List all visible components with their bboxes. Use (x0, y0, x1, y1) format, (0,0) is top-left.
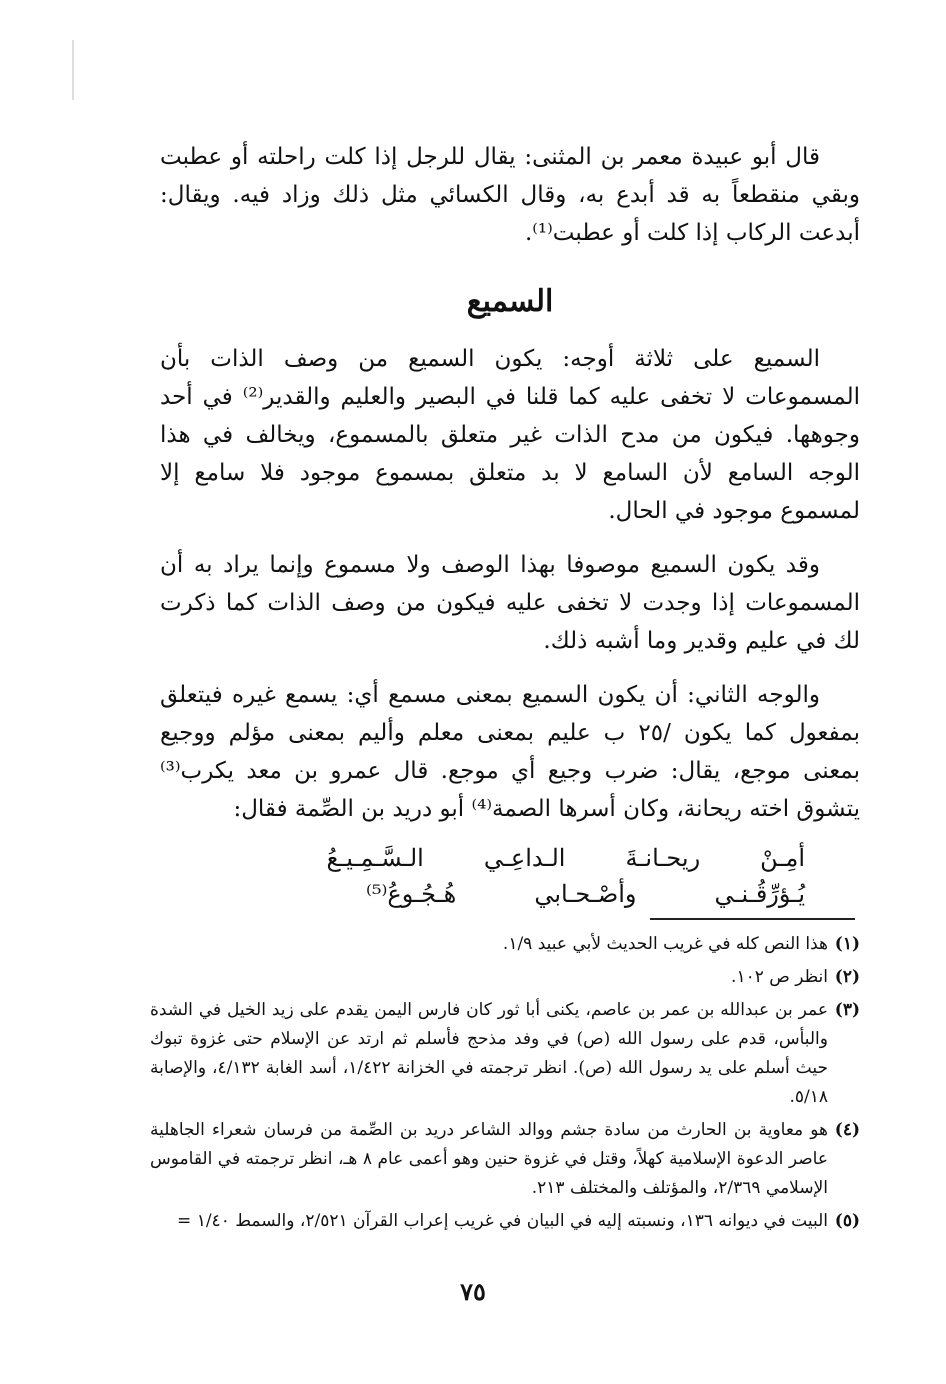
footnote-text: هذا النص كله في غريب الحديث لأبي عبيد ١/٩. (502, 934, 828, 954)
poem-word: الـسَّـمِـيـعُ (326, 844, 424, 872)
page-body (160, 138, 860, 924)
paragraph-1: قال أبو عبيدة معمر بن المثنى: يقال للرجل إذا كلت راحلته أو عطبت وبقي منقطعاً به قد أبدع به، وقال الكسائي مثل ذلك وزاد فيه. ويقال: أبدعت الركاب إذا كلت أو عطبت⁽¹⁾. (160, 144, 860, 246)
footnote-3 (150, 996, 860, 1112)
poem-line-2 (105, 880, 860, 908)
paragraph-2: السميع على ثلاثة أوجه: يكون السميع من وصف الذات بأن المسموعات لا تخفى عليه كما قلنا في البصير والعليم والقدير⁽²⁾ في أحد وجوهها. فيكون من مدح الذات غير متعلق بالمسموع، ويخالف في هذا الوجه السامع لأن السامع لا بد متعلق بمسموع موجود فلا سامع إلا لمسموع موجود في الحال. (160, 346, 860, 524)
footnote-number: (٤) (834, 1120, 860, 1140)
page-number: ٧٥ (460, 1277, 486, 1306)
footnote-text: البيت في ديوانه ١٣٦، ونسبته إليه في البيان في غريب إعراب القرآن ٢/٥٢١، والسمط ١/٤٠ = (177, 1211, 828, 1231)
footnote-text: انظر ص ١٠٢. (731, 967, 828, 987)
footnote-number: (٥) (834, 1211, 860, 1231)
poem-word: ريحـانـةَ (625, 844, 701, 872)
footnote-separator (650, 918, 855, 920)
footnotes (150, 930, 860, 1240)
margin-mark (72, 40, 74, 100)
poem-word: وأصْـحـابي (534, 880, 637, 908)
paragraph-3: وقد يكون السميع موصوفا بهذا الوصف ولا مسموع وإنما يراد به أن المسموعات إذا وجدت لا تخفى عليه فيكون من وصف الذات كما ذكرت لك في عليم وقدير وما أشبه ذلك. (160, 552, 860, 654)
footnote-text: هو معاوية بن الحارث من سادة جشم ووالد الشاعر دريد بن الصِّمة من فرسان شعراء الجاهلية عاصر الدعوة الإسلامية كهلاً، وقتل في غزوة حنين وهو أعمى عام ٨ هـ، انظر ترجمته في القاموس الإسلامي ٢/٣٦٩، والمؤتلف والمختلف ٢١٣. (150, 1120, 828, 1198)
footnote-1 (150, 930, 860, 959)
footnote-number: (٢) (834, 967, 860, 987)
section-heading: السميع (466, 284, 554, 319)
footnote-2 (150, 963, 860, 992)
footnote-4 (150, 1116, 860, 1203)
poem-word: الـداعِـي (483, 844, 566, 872)
poem-verse (160, 844, 860, 924)
footnote-text: عمر بن عبدالله بن عمر بن عاصم، يكنى أبا ثور كان فارس اليمن يقدم على زيد الخيل في الشدة والبأس، قدم على رسول الله (ص) في وفد مذحج فأسلم ثم ارتد عن الإسلام حتى غزوة تبوك حيث أسلم على يد رسول الله (ص). انظر ترجمته في الخزانة ١/٤٢٢، أسد الغابة ٤/١٣٢، والإصابة ٥/١٨. (150, 1000, 828, 1107)
paragraph-4: والوجه الثاني: أن يكون السميع بمعنى مسمع أي: يسمع غيره فيتعلق بمفعول كما يكون /٢٥ ب عليم بمعنى معلم وأليم بمعنى مؤلم ووجيع بمعنى موجع، يقال: ضرب وجيع أي موجع. قال عمرو بن معد يكرب⁽³⁾ يتشوق اخته ريحانة، وكان أسرها الصمة⁽⁴⁾ أبو دريد بن الصِّمة فقال: (160, 682, 860, 822)
poem-word: هُـجُـوعُ⁽⁵⁾ (365, 880, 457, 908)
footnote-number: (٣) (834, 1000, 860, 1020)
poem-word: يُـؤرِّقُـنـي (714, 880, 805, 908)
poem-word: أمِـنْ (760, 844, 805, 872)
footnote-5 (150, 1207, 860, 1236)
footnote-number: (١) (834, 934, 860, 954)
poem-line-1 (105, 844, 860, 872)
